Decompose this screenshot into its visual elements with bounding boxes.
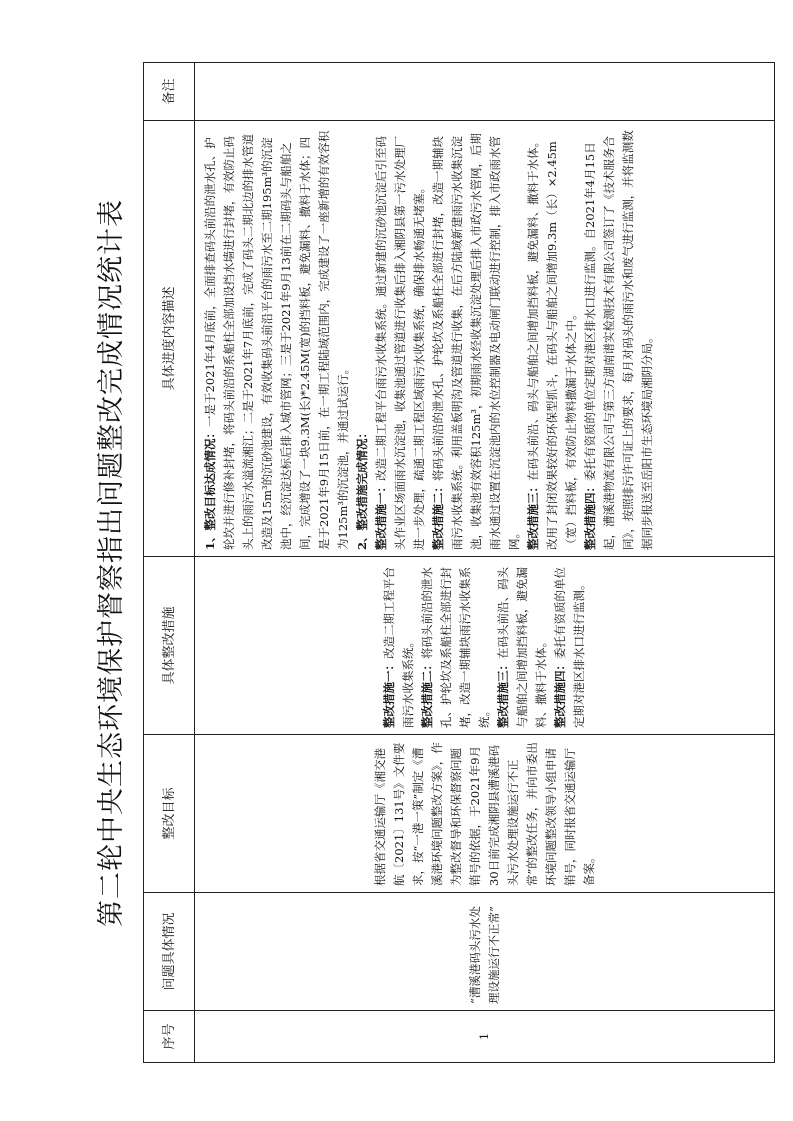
cell-progress	[195, 121, 775, 557]
cell-measures	[195, 557, 775, 735]
cell-no: 1	[195, 1011, 775, 1063]
document-title: 第二轮中央生态环境保护督察指出问题整改完成情况统计表	[96, 199, 127, 927]
header-problem: 问题具体情况	[144, 893, 195, 1011]
rectification-table	[143, 62, 775, 1063]
header-remark: 备注	[144, 63, 195, 121]
document-sheet	[85, 63, 775, 1063]
cell-goal: 根据省交通运输厅《湘交港航〔2021〕131号》文件要求，按“一港一策”制定《漕溪港环境问题整改方案》，作为整改督导和环保督察问题销号的依据，于2021年9月30日前完成湘阴县漕溪港码头污水处理设施运行不正常”的整改任务，并向市委出环境问题整改领导小组申请销号，同时报省交通运输厅备案。	[195, 735, 775, 893]
progress-item: 整改措施一：改造二期工程平台雨污水收集系统。通过新建的沉砂池沉淀后引至码头作业区场面雨水沉淀池，收集池通过管道进行收集后排入湘阴县第一污水处理厂进一步处理，疏通二期工程区域雨污水收集系统，确保排水畅通无堵塞。	[374, 136, 426, 550]
progress-item: 2、整改措施完成情况：	[355, 426, 369, 550]
measure-item: 整改措施四：委托有资质的单位定期对港区排水口进行监测。	[553, 567, 586, 728]
cell-problem: “漕溪港码头污水处理设施运行不正常”	[195, 893, 775, 1011]
header-progress: 具体进度内容描述	[144, 121, 195, 557]
header-goal: 整改目标	[144, 735, 195, 893]
measure-item: 整改措施三：在码头前沿、码头与船舶之间增加挡料板，避免漏料、撒料于水体。	[496, 567, 548, 728]
header-measures: 具体整改措施	[144, 557, 195, 735]
progress-item: 整改措施四：委托有资质的单位定期对港区排水口进行监测。自2021年4月15日起，漕溪港物流有限公司与第三方湖南谱实检测技术有限公司签订了《技术服务合同》，按照排污许可证上的要求，每月对码头的雨污水和废气进行监测，并将监测数据同步报送至岳阳市生态环境局湘阴分局。	[583, 130, 654, 550]
header-no: 序号	[144, 1011, 195, 1063]
progress-item: 整改措施二：将码头前沿的泄水孔、护轮坎及系船柱全部进行封堵，改造一期辅块雨污水收集系统。利用盖板明沟及管道进行收集，在后方陆域新建雨污水收集沉淀池，收集池有效容积125m³，初期雨水经收集沉淀处理后排入市政污水管网，后期雨水通过设置在沉淀池内的水位控制器及电动闸门联动进行控制，排入市政雨水管网。	[431, 133, 521, 550]
measure-item: 整改措施一：改造二期工程平台雨污水收集系统。	[382, 567, 415, 728]
progress-item: 整改措施三：在码头前沿、码头与船舶之间增加挡料板，避免漏料、撒料于水体。改用了封闭效果较好的环保型抓斗，在码头与船舶之间增加9.3m（长）×2.45m（宽）挡料板，有效防止物料撒漏于水体之中。	[526, 136, 578, 550]
measure-item: 整改措施二：将码头前沿的泄水孔、护轮坎及系船柱全部进行封堵，改造一期辅块雨污水收集系统。	[420, 567, 491, 728]
table-header-row	[144, 63, 195, 1063]
table-row	[195, 63, 775, 1063]
progress-item: 1、整改目标达成情况：一是于2021年4月底前，全面排查码头前沿的泄水孔、护轮坎并进行修补封堵，将码头前沿的系船柱全部加设挡水墙进行封堵，有效防止码头上的雨污水溢流湘江；二是于2021年7月底前，完成了码头二期北边的排水管道改造及15m³的沉砂池建设，有效收集码头前沿平台的雨污水至二期195m³的沉淀池中，经沉淀达标后排入城市管网；三是于2021年9月13前在二期码头与船舶之间，完成增设了一块9.3M(长)*2.45M(宽)的挡料板，避免漏料、撒料于水体；四是于2021年9月15日前，在一期工程陆域范围内，完成建设了一座新增的有效容积为125m³的沉淀池，并通过试运行。	[203, 130, 350, 550]
cell-remark	[195, 63, 775, 121]
